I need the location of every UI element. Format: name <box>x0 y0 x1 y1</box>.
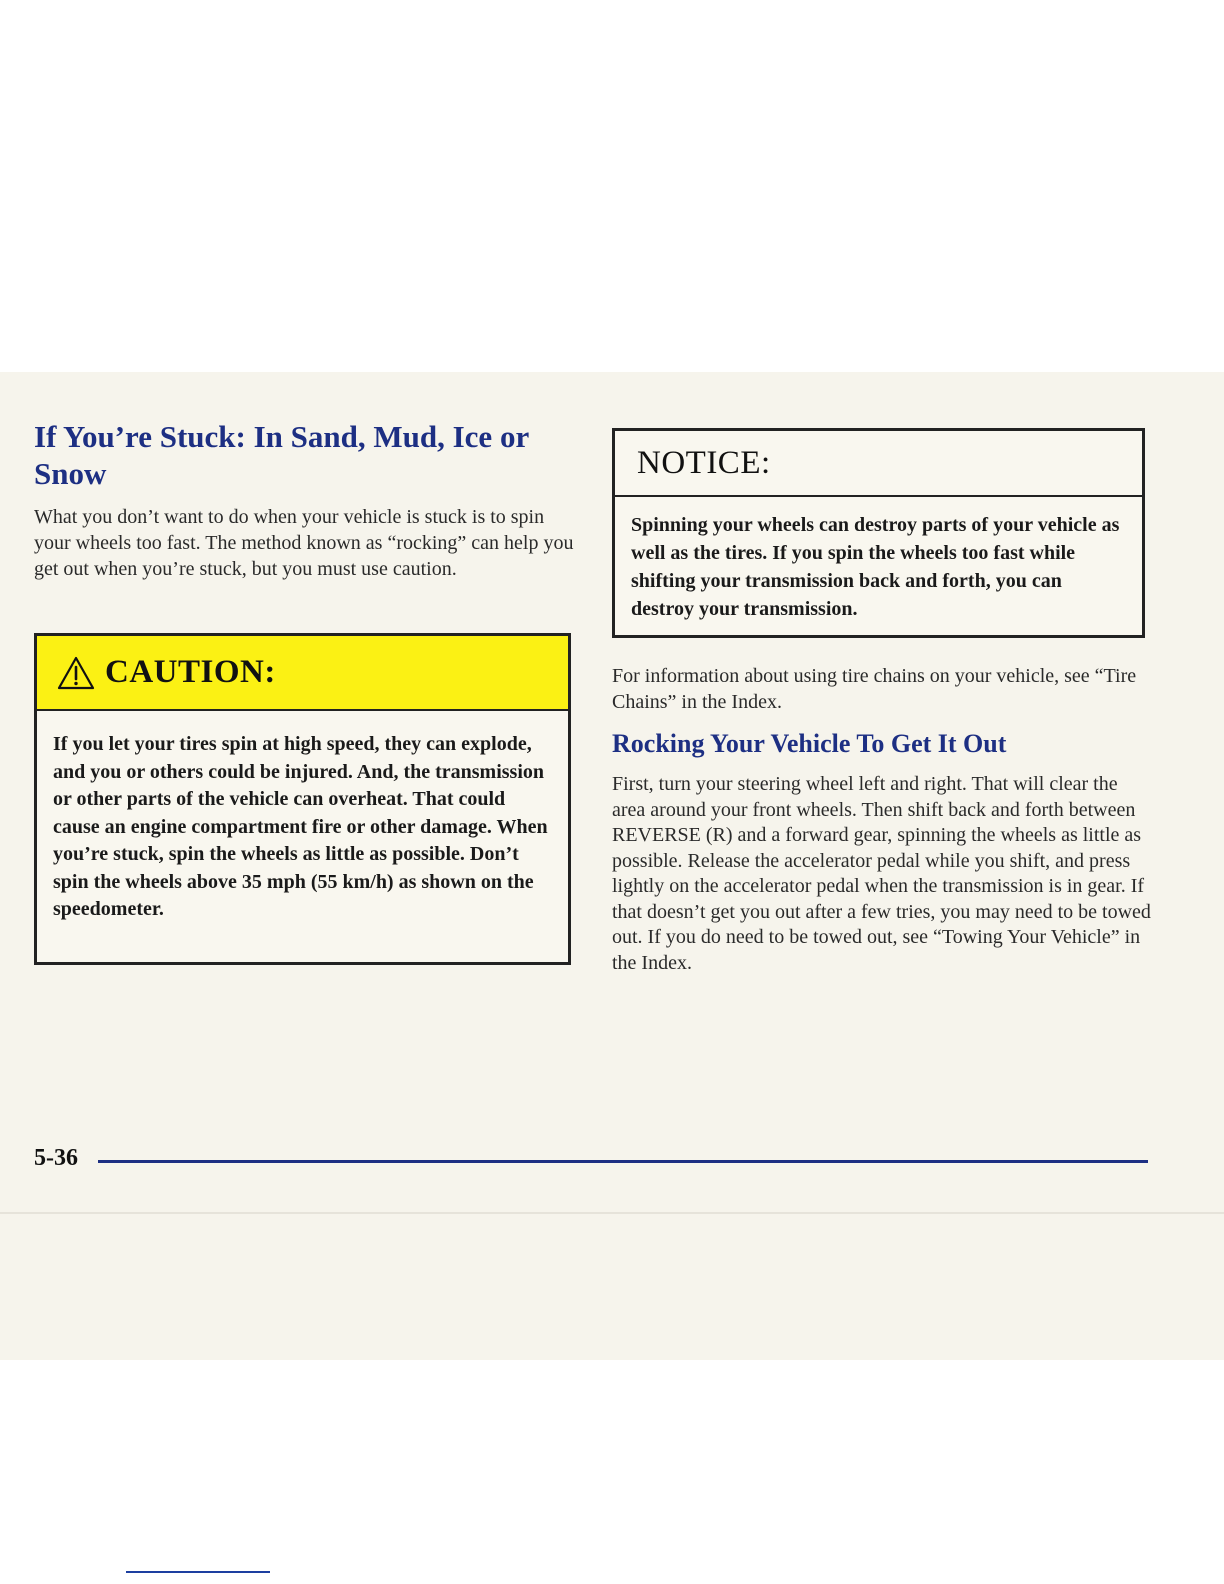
caution-box <box>34 633 571 965</box>
caution-header <box>37 636 568 711</box>
notice-label: NOTICE: <box>615 431 1142 497</box>
tire-chains-paragraph: For information about using tire chains on your vehicle, see “Tire Chains” in the Index. <box>612 665 1137 713</box>
rocking-paragraph: First, turn your steering wheel left and right. That will clear the area around your front wheels. Then shift back and forth between REVERSE (R) and a forward gear, spinning the wheels as little as possible. Release the accelerator pedal while you shift, and press lightly on the accelerator pedal when the transmission is in gear. If that doesn’t get you out after a few tries, you may need to be towed out. If you do need to be towed out, see “Towing Your Vehicle” in the Index. <box>612 773 1151 974</box>
intro-paragraph: What you don’t want to do when your vehicle is stuck is to spin your wheels too fast. The method known as “rocking” can help you get out when you’re stuck, but you must use caution. <box>34 506 574 580</box>
page-number: 5-36 <box>34 1145 78 1171</box>
section-heading: Rocking Your Vehicle To Get It Out <box>612 729 1007 758</box>
bottom-underline <box>126 1571 270 1573</box>
caution-text: If you let your tires spin at high speed, they can explode, and you or others could be injured. And, the transmission or other parts of the vehicle can overheat. That could cause an engine compartment fire or other damage. When you’re stuck, spin the wheels as little as possible. Don’t spin the wheels above 35 mph (55 km/h) as shown on the speedometer. <box>53 733 548 920</box>
notice-text: Spinning your wheels can destroy parts of your vehicle as well as the tires. If you spin the wheels too fast while shifting your transmission back and forth, you can destroy your transmission. <box>631 514 1120 620</box>
page-title: If You’re Stuck: In Sand, Mud, Ice or Snow <box>34 419 529 491</box>
footer-rule <box>98 1160 1148 1163</box>
page-edge-line <box>0 1212 1224 1214</box>
notice-box <box>612 428 1145 638</box>
caution-label: CAUTION: <box>105 654 276 690</box>
warning-triangle-icon <box>57 656 95 690</box>
